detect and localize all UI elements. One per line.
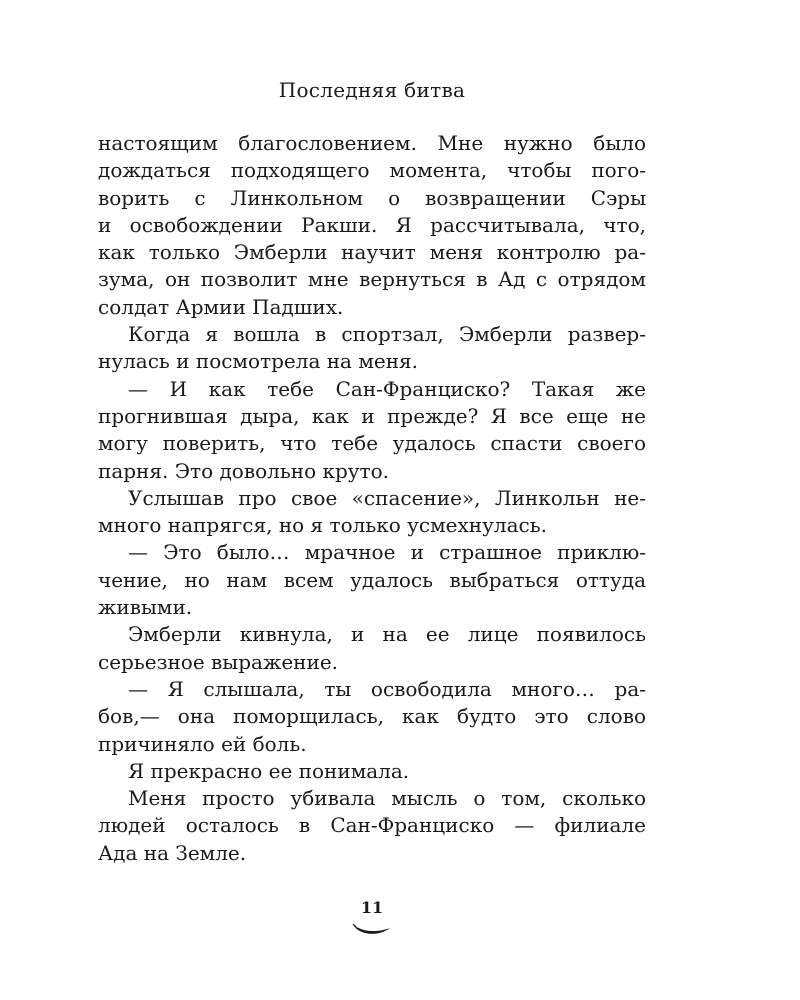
text-line: много напрягся, но я только усмехнулась. [98,513,547,538]
text-line: настоящим благословением. Мне нужно было [98,131,646,155]
text-line: парня. Это довольно круто. [98,458,389,483]
text-line: могу поверить, что тебе удалось спасти своего [98,431,646,456]
page-number: 11 [360,898,384,917]
text-line: ворить с Линкольном о возвращении Сэры [98,185,646,210]
text-line: людей осталось в Сан-Франциско — филиале [98,813,646,838]
running-head: Последняя битва [278,78,466,102]
text-line: как только Эмберли научит меня контролю ра- [98,240,646,265]
text-line: солдат Армии Падших. [98,294,344,319]
text-line: бов,— она поморщилась, как будто это слово [98,704,646,729]
body-text [98,130,646,867]
text-line: Услышав про свое «спасение», Линкольн не- [128,485,646,510]
text-line: живыми. [98,595,193,620]
text-line: причиняло ей боль. [98,731,307,756]
text-line: — Я слышала, ты освободила много… ра- [128,676,646,701]
text-line: Эмберли кивнула, и на ее лице появилось [128,622,646,647]
text-line: Ада на Земле. [98,840,247,865]
text-line: нулась и посмотрела на меня. [98,349,419,374]
text-line: зума, он позволит мне вернуться в Ад с отрядом [98,267,646,292]
text-line: — Это было… мрачное и страшное приклю- [128,540,646,565]
text-line: дождаться подходящего момента, чтобы пого- [98,158,646,183]
text-line: прогнившая дыра, как и прежде? Я все еще не [98,403,646,428]
text-line: чение, но нам всем удалось выбраться оттуда [98,567,646,592]
text-line: — И как тебе Сан-Франциско? Такая же [128,376,646,401]
text-line: Меня просто убивала мысль о том, сколько [128,786,646,811]
feather-icon [352,922,392,938]
text-line: и освобождении Ракши. Я рассчитывала, что, [98,212,646,237]
text-line: Я прекрасно ее понимала. [128,758,410,783]
text-line: Когда я вошла в спортзал, Эмберли развер- [128,322,646,347]
text-line: серьезное выражение. [98,649,339,674]
